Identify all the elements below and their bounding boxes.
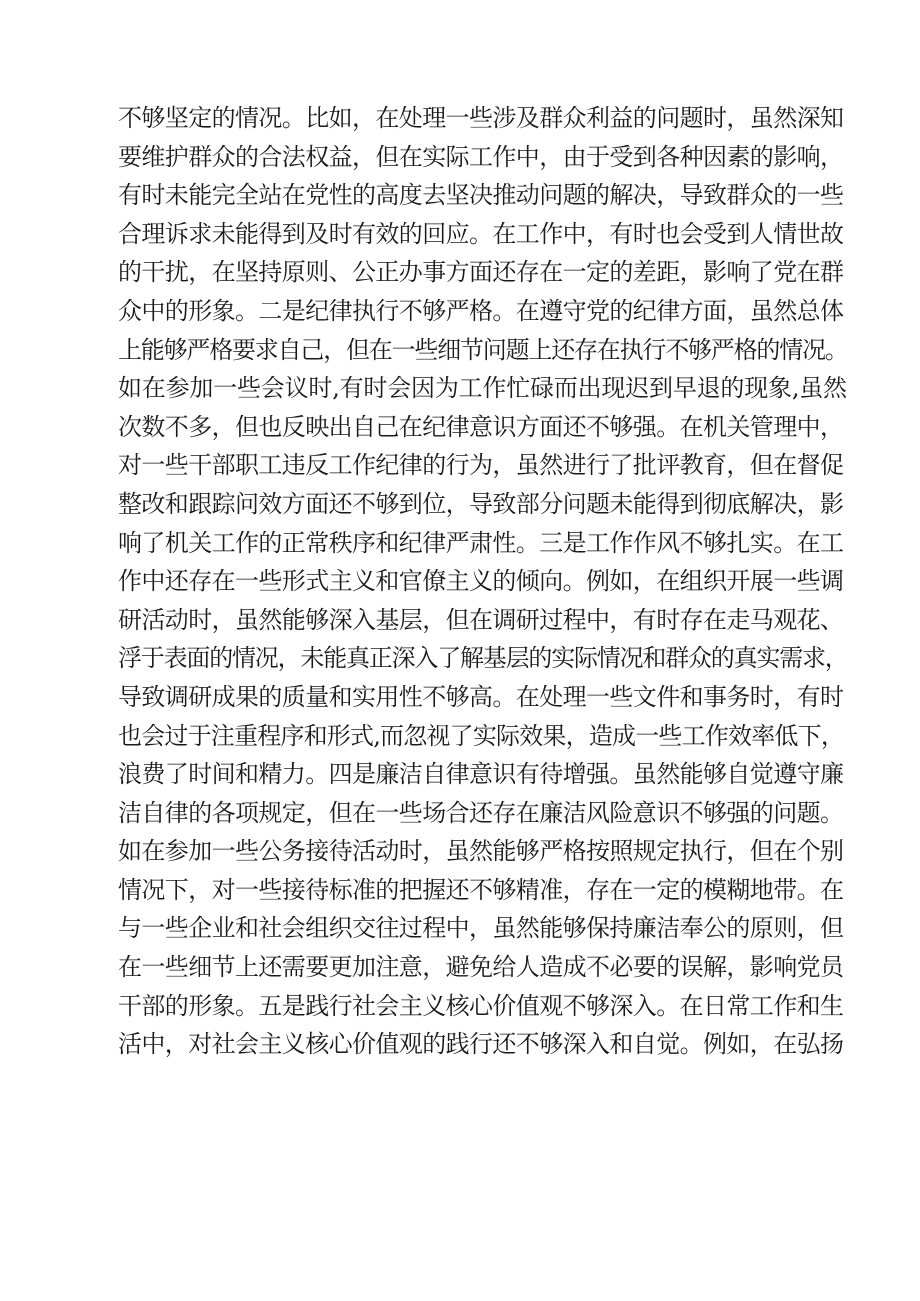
text-line: 的干扰，在坚持原则、公正办事方面还存在一定的差距，影响了党在群 (118, 258, 844, 287)
text-line: 对一些干部职工违反工作纪律的行为，虽然进行了批评教育，但在督促 (118, 451, 844, 480)
text-line: 活中，对社会主义核心价值观的践行还不够深入和自觉。例如，在弘扬 (118, 1030, 844, 1059)
text-line: 如在参加一些会议时,有时会因为工作忙碌而出现迟到早退的现象,虽然 (118, 374, 847, 403)
text-line: 上能够严格要求自己，但在一些细节问题上还存在执行不够严格的情况。 (118, 335, 848, 364)
text-line: 在一些细节上还需要更加注意，避免给人造成不必要的误解，影响党员 (118, 953, 844, 982)
text-line: 响了机关工作的正常秩序和纪律严肃性。三是工作作风不够扎实。在工 (118, 528, 844, 557)
text-line: 要维护群众的合法权益，但在实际工作中，由于受到各种因素的影响， (118, 142, 844, 171)
body-text (118, 99, 848, 1064)
text-line: 干部的形象。五是践行社会主义核心价值观不够深入。在日常工作和生 (118, 991, 844, 1020)
text-line: 整改和跟踪问效方面还不够到位，导致部分问题未能得到彻底解决，影 (118, 489, 844, 518)
text-line: 与一些企业和社会组织交往过程中，虽然能够保持廉洁奉公的原则，但 (118, 914, 844, 943)
text-line: 也会过于注重程序和形式,而忽视了实际效果，造成一些工作效率低下， (118, 721, 845, 750)
text-line: 洁自律的各项规定，但在一些场合还存在廉洁风险意识不够强的问题。 (118, 798, 844, 827)
text-line: 不够坚定的情况。比如，在处理一些涉及群众利益的问题时，虽然深知 (118, 104, 844, 132)
text-line: 作中还存在一些形式主义和官僚主义的倾向。例如，在组织开展一些调 (118, 567, 844, 596)
text-line: 次数不多，但也反映出自己在纪律意识方面还不够强。在机关管理中， (118, 412, 844, 441)
text-line: 有时未能完全站在党性的高度去坚决推动问题的解决，导致群众的一些 (118, 181, 844, 210)
text-line: 浪费了时间和精力。四是廉洁自律意识有待增强。虽然能够自觉遵守廉 (118, 760, 844, 789)
text-line: 合理诉求未能得到及时有效的回应。在工作中，有时也会受到人情世故 (118, 219, 844, 248)
text-line: 众中的形象。二是纪律执行不够严格。在遵守党的纪律方面，虽然总体 (118, 296, 844, 325)
text-line: 情况下，对一些接待标准的把握还不够精准，存在一定的模糊地带。在 (118, 875, 844, 904)
text-line: 导致调研成果的质量和实用性不够高。在处理一些文件和事务时，有时 (118, 682, 844, 711)
text-line: 如在参加一些公务接待活动时，虽然能够严格按照规定执行，但在个别 (118, 837, 844, 866)
text-line: 研活动时，虽然能够深入基层，但在调研过程中，有时存在走马观花、 (118, 605, 844, 634)
text-line: 浮于表面的情况，未能真正深入了解基层的实际情况和群众的真实需求， (118, 644, 848, 673)
